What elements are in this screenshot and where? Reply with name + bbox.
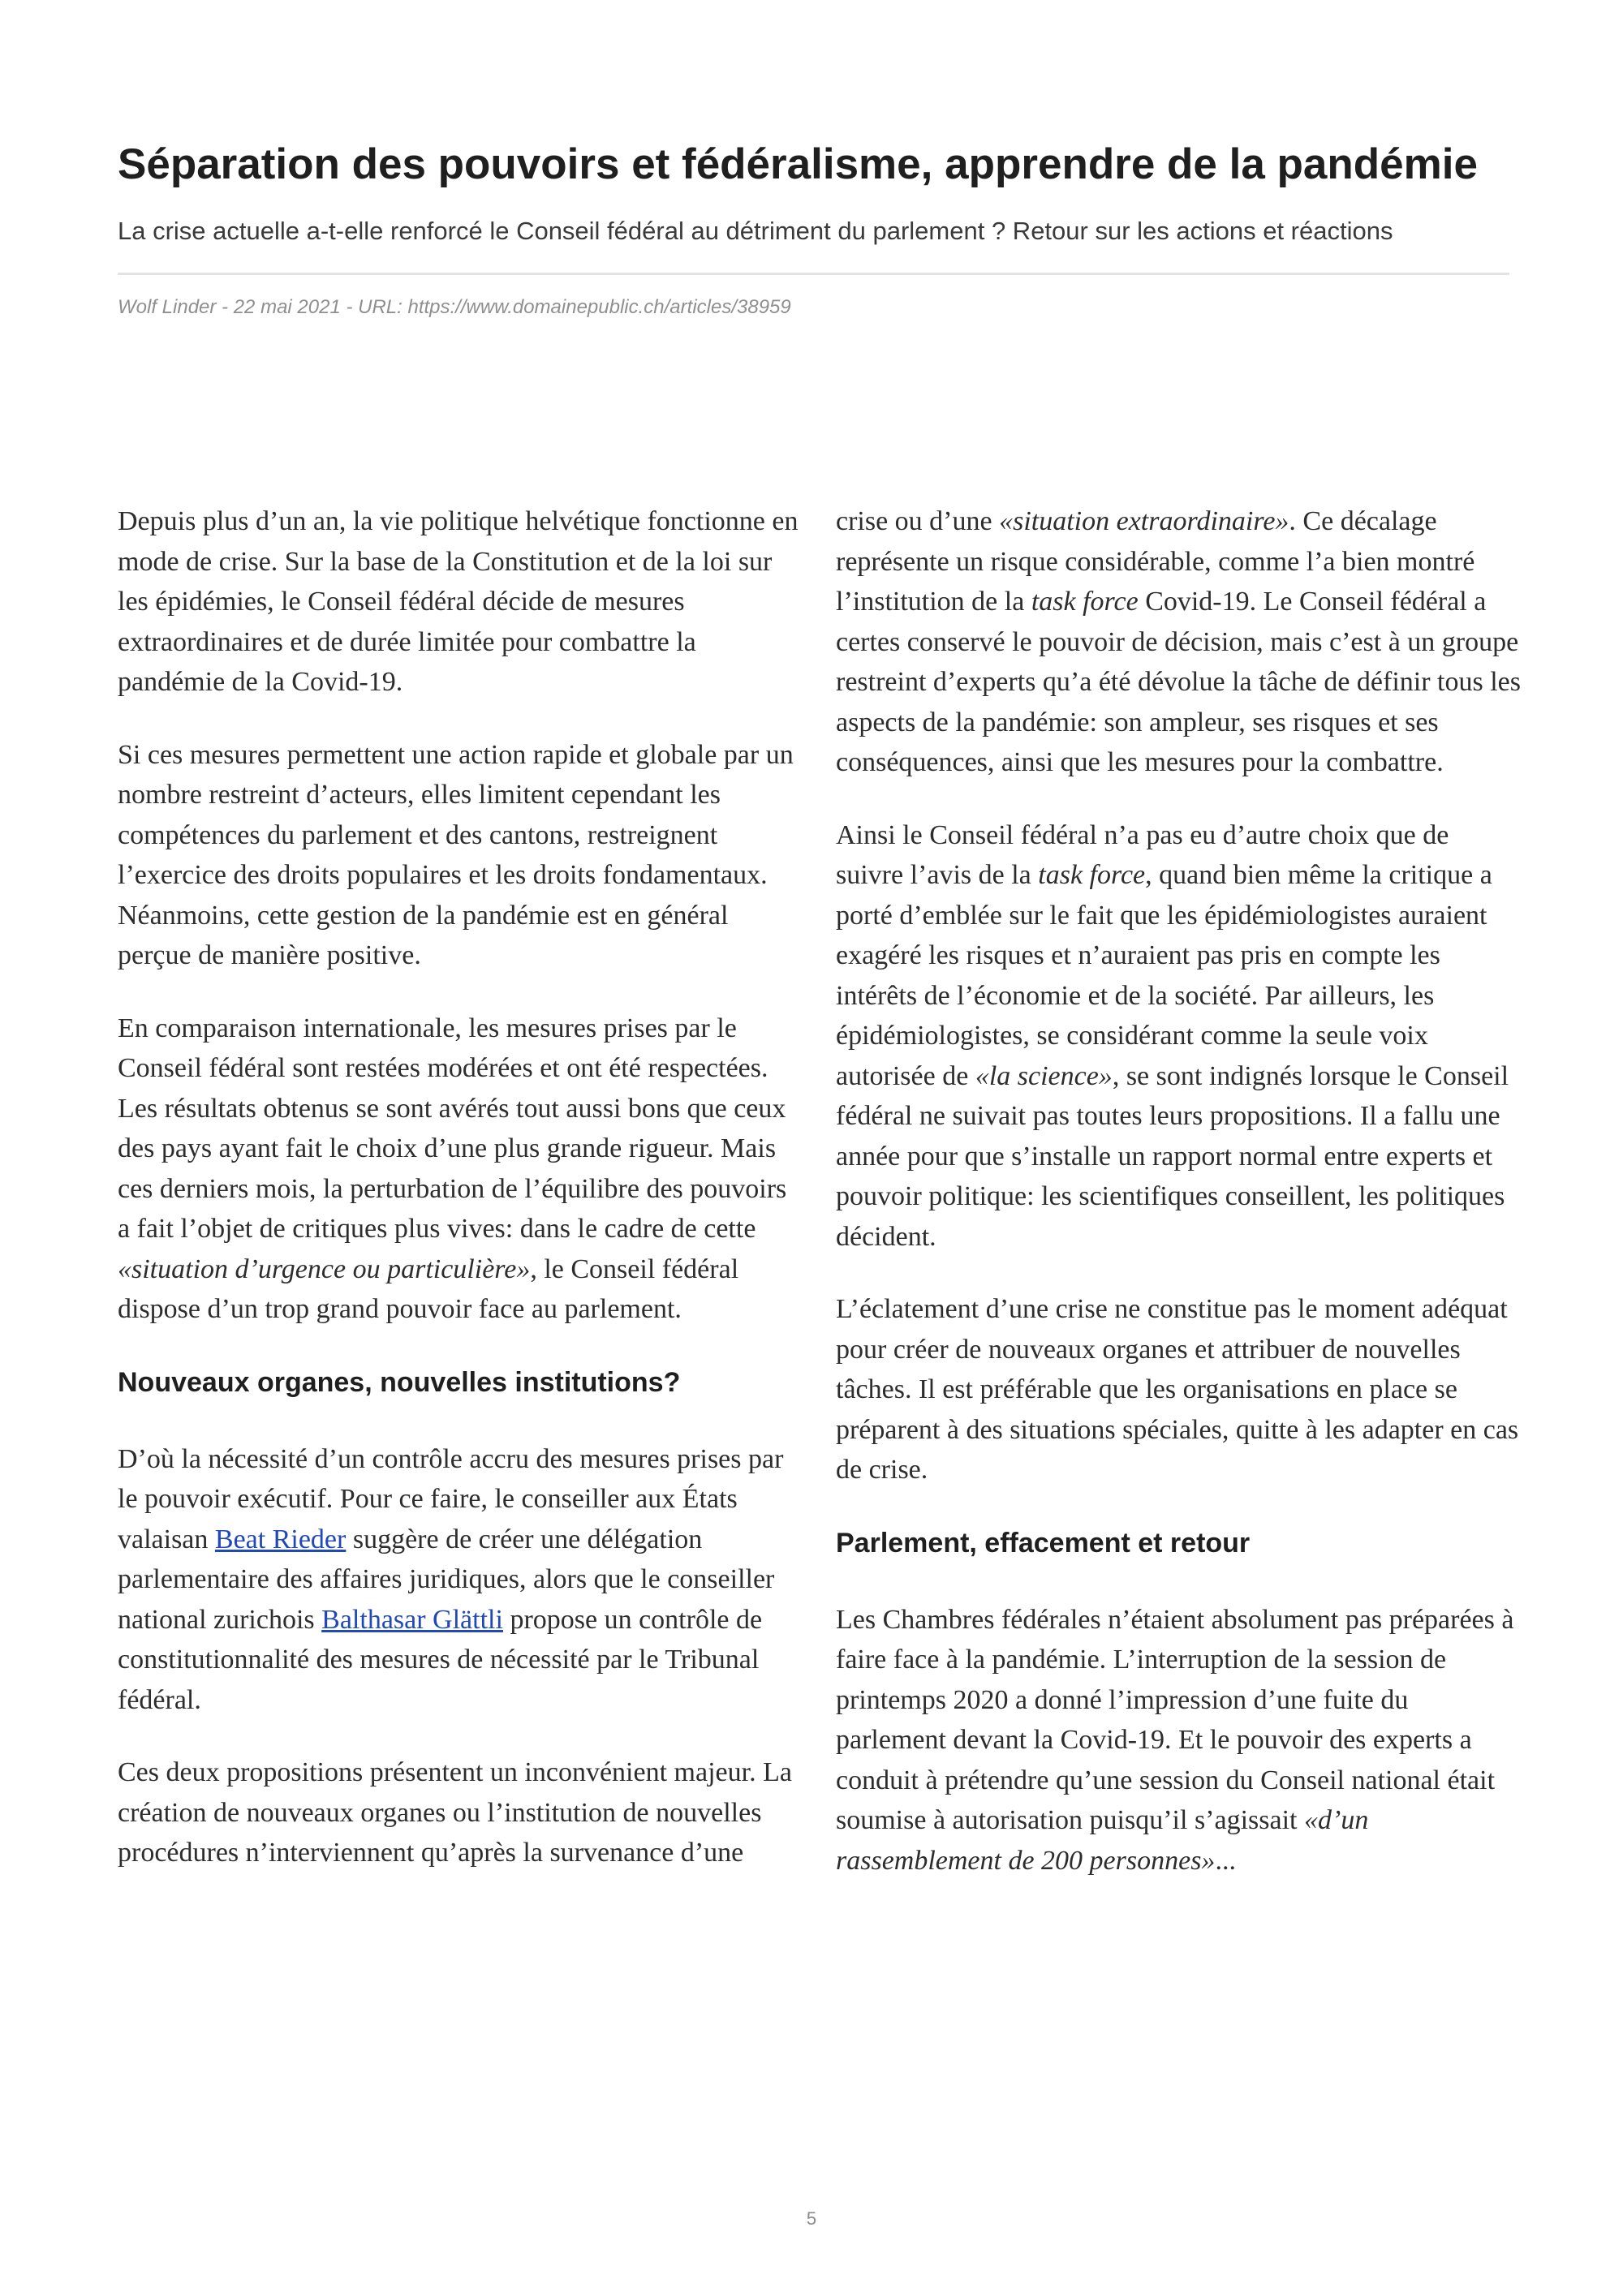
- emphasis: «situation extraordinaire»: [999, 506, 1289, 536]
- article-meta: Wolf Linder - 22 mai 2021 - URL: https://www.domainepublic.ch/articles/38959: [118, 296, 791, 318]
- page-number: 5: [806, 2208, 817, 2229]
- emphasis: «situation d’urgence ou particulière»: [118, 1253, 531, 1284]
- paragraph: [118, 1439, 803, 1721]
- header-divider: [118, 273, 1509, 275]
- emphasis: «d’un rassemblement de 200 personnes»: [836, 1805, 1369, 1876]
- text-run: crise ou d’une: [836, 506, 1000, 536]
- section-heading: Parlement, effacement et retour: [836, 1527, 1251, 1559]
- text-run: propose un contrôle de constitutionnalité des mesures de nécessité par le Tribunal fédéral.: [118, 1604, 763, 1715]
- text-run: Covid-19. Le Conseil fédéral a certes conservé le pouvoir de décision, mais c’est à un groupe restreint d’experts qu’a été dévolue la tâche de définir tous les aspects de la pandémie: son ampleur, ses risques et ses conséquences, ainsi que les mesures pour la combattre.: [836, 587, 1521, 777]
- text-run: Les Chambres fédérales n’étaient absolument pas préparées à faire face à la pandémie. L’interruption de la session de printemps 2020 a donné l’impression d’une fuite du parlement devant la Covid-19. Et le pouvoir des experts a conduit à prétendre qu’une session du Conseil national était soumise à autorisation puisqu’il s’agissait: [836, 1604, 1514, 1835]
- right-column: [836, 501, 1522, 1913]
- link-beat-rieder[interactable]: Beat Rieder: [214, 1524, 347, 1554]
- text-run: . Ce décalage représente un risque considérable, comme l’a bien montré l’institution de la: [836, 506, 1475, 617]
- text-run: Ainsi le Conseil fédéral n’a pas eu d’autre choix que de suivre l’avis de la: [836, 819, 1449, 890]
- section-heading: Nouveaux organes, nouvelles institutions?: [118, 1366, 681, 1398]
- text-run: D’où la nécessité d’un contrôle accru des mesures prises par le pouvoir exécutif. Pour ce faire, le conseiller aux États valaisan: [118, 1443, 784, 1554]
- emphasis: «la science»: [975, 1060, 1113, 1091]
- text-run: , quand bien même la critique a porté d’emblée sur le fait que les épidémiologistes auraient exagéré les risques et n’auraient pas pris en compte les intérêts de l’économie et de la société. Par ailleurs, les épidémiologistes, se considérant comme la seule voix autorisée de: [836, 860, 1492, 1091]
- text-run: En comparaison internationale, les mesures prises par le Conseil fédéral sont restées modérées et ont été respectées. Les résultats obtenus se sont avérés tout aussi bons que ceux des pays ayant fait le choix d’une plus grande rigueur. Mais ces derniers mois, la perturbation de l’équilibre des pouvoirs a fait l’objet de critiques plus vives: dans le cadre de cette: [118, 1013, 787, 1244]
- emphasis: task force: [1038, 860, 1146, 890]
- paragraph: [836, 501, 1522, 783]
- text-run: , se sont indignés lorsque le Conseil fédéral ne suivait pas toutes leurs propositions. Il a fallu une année pour que s’installe un rapport normal entre experts et pouvoir politique: les scientifiques conseillent, les politiques décident.: [836, 1060, 1509, 1252]
- paragraph: Si ces mesures permettent une action rapide et globale par un nombre restreint d’acteurs, elles limitent cependant les compétences du parlement et des cantons, restreignent l’exercice des droits populaires et les droits fondamentaux. Néanmoins, cette gestion de la pandémie est en général perçue de manière positive.: [118, 739, 794, 970]
- text-run: ...: [1215, 1845, 1236, 1876]
- article-title: Séparation des pouvoirs et fédéralisme, apprendre de la pandémie: [118, 140, 1478, 188]
- paragraph: [118, 1008, 803, 1330]
- paragraph: L’éclatement d’une crise ne constitue pas le moment adéquat pour créer de nouveaux organes et attribuer de nouvelles tâches. Il est préférable que les organisations en place se préparent à des situations spéciales, quitte à les adapter en cas de crise.: [836, 1294, 1519, 1485]
- emphasis: task force: [1031, 587, 1139, 617]
- article-header: [118, 130, 1509, 319]
- paragraph: Depuis plus d’un an, la vie politique helvétique fonctionne en mode de crise. Sur la base de la Constitution et de la loi sur les épidémies, le Conseil fédéral décide de mesures extraordinaires et de durée limitée pour combattre la pandémie de la Covid-19.: [118, 506, 799, 697]
- text-run: suggère de créer une délégation parlementaire des affaires juridiques, alors que le conseiller national zurichois: [118, 1524, 775, 1635]
- article-subtitle: La crise actuelle a-t-elle renforcé le Conseil fédéral au détriment du parlement ? Retour sur les actions et réactions: [118, 217, 1393, 245]
- left-column: [118, 501, 803, 1906]
- text-run: , le Conseil fédéral dispose d’un trop grand pouvoir face au parlement.: [118, 1253, 739, 1324]
- link-balthasar-glattli[interactable]: Balthasar Glättli: [321, 1604, 503, 1635]
- paragraph: [836, 815, 1522, 1258]
- paragraph: Ces deux propositions présentent un inconvénient majeur. La création de nouveaux organes ou l’institution de nouvelles procédures n’interviennent qu’après la survenance d’une: [118, 1757, 792, 1868]
- paragraph: [836, 1600, 1522, 1881]
